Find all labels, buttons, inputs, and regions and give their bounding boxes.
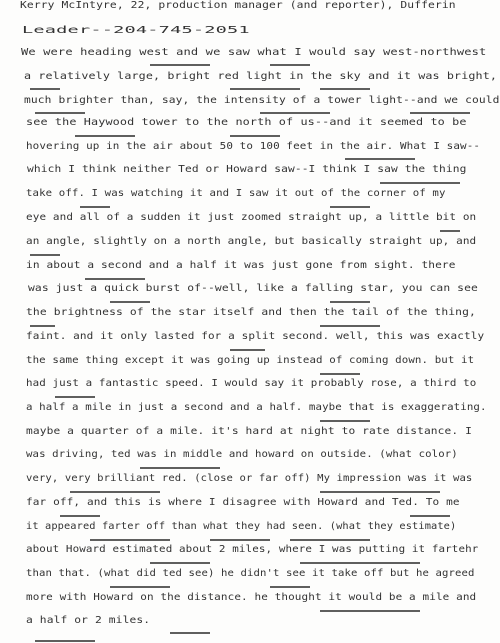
pen-underline-stroke bbox=[345, 158, 415, 160]
pen-underline-stroke bbox=[150, 562, 210, 564]
text-line: in about a second and a half it was just gone from sight. there bbox=[26, 260, 456, 271]
text-line: about Howard estimated about 2 miles, where I was putting it fartehr bbox=[26, 544, 479, 555]
pen-underline-stroke bbox=[150, 64, 210, 66]
pen-underline-stroke bbox=[30, 325, 55, 327]
pen-underline-stroke bbox=[320, 88, 370, 90]
text-line: it appeared farter off than what they had seen. (what they estimate) bbox=[26, 521, 457, 532]
pen-underline-stroke bbox=[230, 349, 265, 351]
pen-underline-stroke bbox=[110, 586, 170, 588]
pen-underline-stroke bbox=[260, 112, 330, 114]
text-line: a half a mile in just a second and a half. maybe that is exaggerating. bbox=[26, 402, 487, 413]
text-line: a half or 2 miles. bbox=[26, 615, 151, 626]
text-line: very, very brilliant red. (close or far off) My impression was it was bbox=[26, 473, 473, 484]
pen-underline-stroke bbox=[320, 325, 380, 327]
pen-underline-stroke bbox=[140, 467, 220, 469]
pen-underline-stroke bbox=[440, 230, 460, 232]
pen-underline-stroke bbox=[230, 88, 300, 90]
text-line: faint. and it only lasted for a split second. well, this was exactly bbox=[26, 331, 485, 342]
pen-underline-stroke bbox=[35, 112, 85, 114]
pen-underline-stroke bbox=[320, 420, 370, 422]
pen-underline-stroke bbox=[55, 396, 95, 398]
pen-underline-stroke bbox=[230, 135, 280, 137]
pen-underline-stroke bbox=[330, 301, 370, 303]
pen-underline-stroke bbox=[320, 373, 360, 375]
text-line: much brighter than, say, the intensity of a tower light--and we could bbox=[24, 95, 500, 106]
pen-underline-stroke bbox=[270, 586, 310, 588]
text-line: more with Howard on the distance. he thought it would be a mile and bbox=[26, 592, 477, 603]
pen-underline-stroke bbox=[380, 182, 460, 184]
text-line: was just a quick burst of--well, like a falling star, you can see bbox=[28, 283, 478, 294]
pen-underline-stroke bbox=[330, 206, 370, 208]
text-line: the brightness of the star itself and then the tail of the thing, bbox=[26, 307, 476, 318]
pen-underline-stroke bbox=[30, 88, 60, 90]
text-line: was driving, ted was in middle and howard on outside. (what color) bbox=[26, 449, 458, 460]
pen-underline-stroke bbox=[170, 632, 210, 634]
text-line: a relatively large, bright red light in the sky and it was bright, bbox=[24, 71, 498, 82]
text-line: We were heading west and we saw what I would say west-northwest bbox=[21, 47, 487, 58]
text-line: than that. (what did ted see) he didn't see it take off but he agreed bbox=[26, 568, 475, 579]
text-line: hovering up in the air about 50 to 100 feet in the air. What I saw-- bbox=[26, 141, 481, 152]
pen-underline-stroke bbox=[110, 301, 150, 303]
pen-underline-stroke bbox=[60, 515, 100, 517]
text-line: take off. I was watching it and I saw it out of the corner of my bbox=[26, 188, 446, 199]
header-line: Leader--204-745-2051 bbox=[22, 25, 250, 36]
pen-underline-stroke bbox=[30, 254, 60, 256]
pen-underline-stroke bbox=[80, 206, 110, 208]
pen-underline-stroke bbox=[290, 539, 370, 541]
pen-underline-stroke bbox=[85, 278, 145, 280]
pen-underline-stroke bbox=[320, 491, 440, 493]
pen-underline-stroke bbox=[410, 515, 450, 517]
text-line: see the Haywood tower to the north of us--and it seemed to be bbox=[26, 117, 467, 128]
pen-underline-stroke bbox=[75, 135, 135, 137]
text-line: far off, and this is where I disagree with Howard and Ted. To me bbox=[26, 497, 460, 508]
text-line: eye and all of a sudden it just zoomed straight up, a little bit on bbox=[26, 212, 477, 223]
text-line: which I think neither Ted or Howard saw--I think I saw the thing bbox=[27, 164, 467, 175]
pen-underline-stroke bbox=[320, 610, 420, 612]
text-line: had just a fantastic speed. I would say it probably rose, a third to bbox=[26, 378, 477, 389]
text-line: maybe a quarter of a mile. it's hard at night to rate distance. I bbox=[26, 426, 472, 437]
text-line: the same thing except it was going up instead of coming down. but it bbox=[26, 355, 475, 366]
pen-underline-stroke bbox=[70, 491, 160, 493]
header-line: Kerry McIntyre, 22, production manager (and reporter), Dufferin bbox=[20, 0, 456, 11]
pen-underline-stroke bbox=[210, 539, 270, 541]
text-line: an angle, slightly on a north angle, but basically straight up, and bbox=[26, 236, 477, 247]
pen-underline-stroke bbox=[300, 562, 420, 564]
pen-underline-stroke bbox=[410, 112, 470, 114]
pen-underline-stroke bbox=[35, 640, 95, 642]
pen-underline-stroke bbox=[90, 539, 170, 541]
pen-underline-stroke bbox=[270, 64, 310, 66]
